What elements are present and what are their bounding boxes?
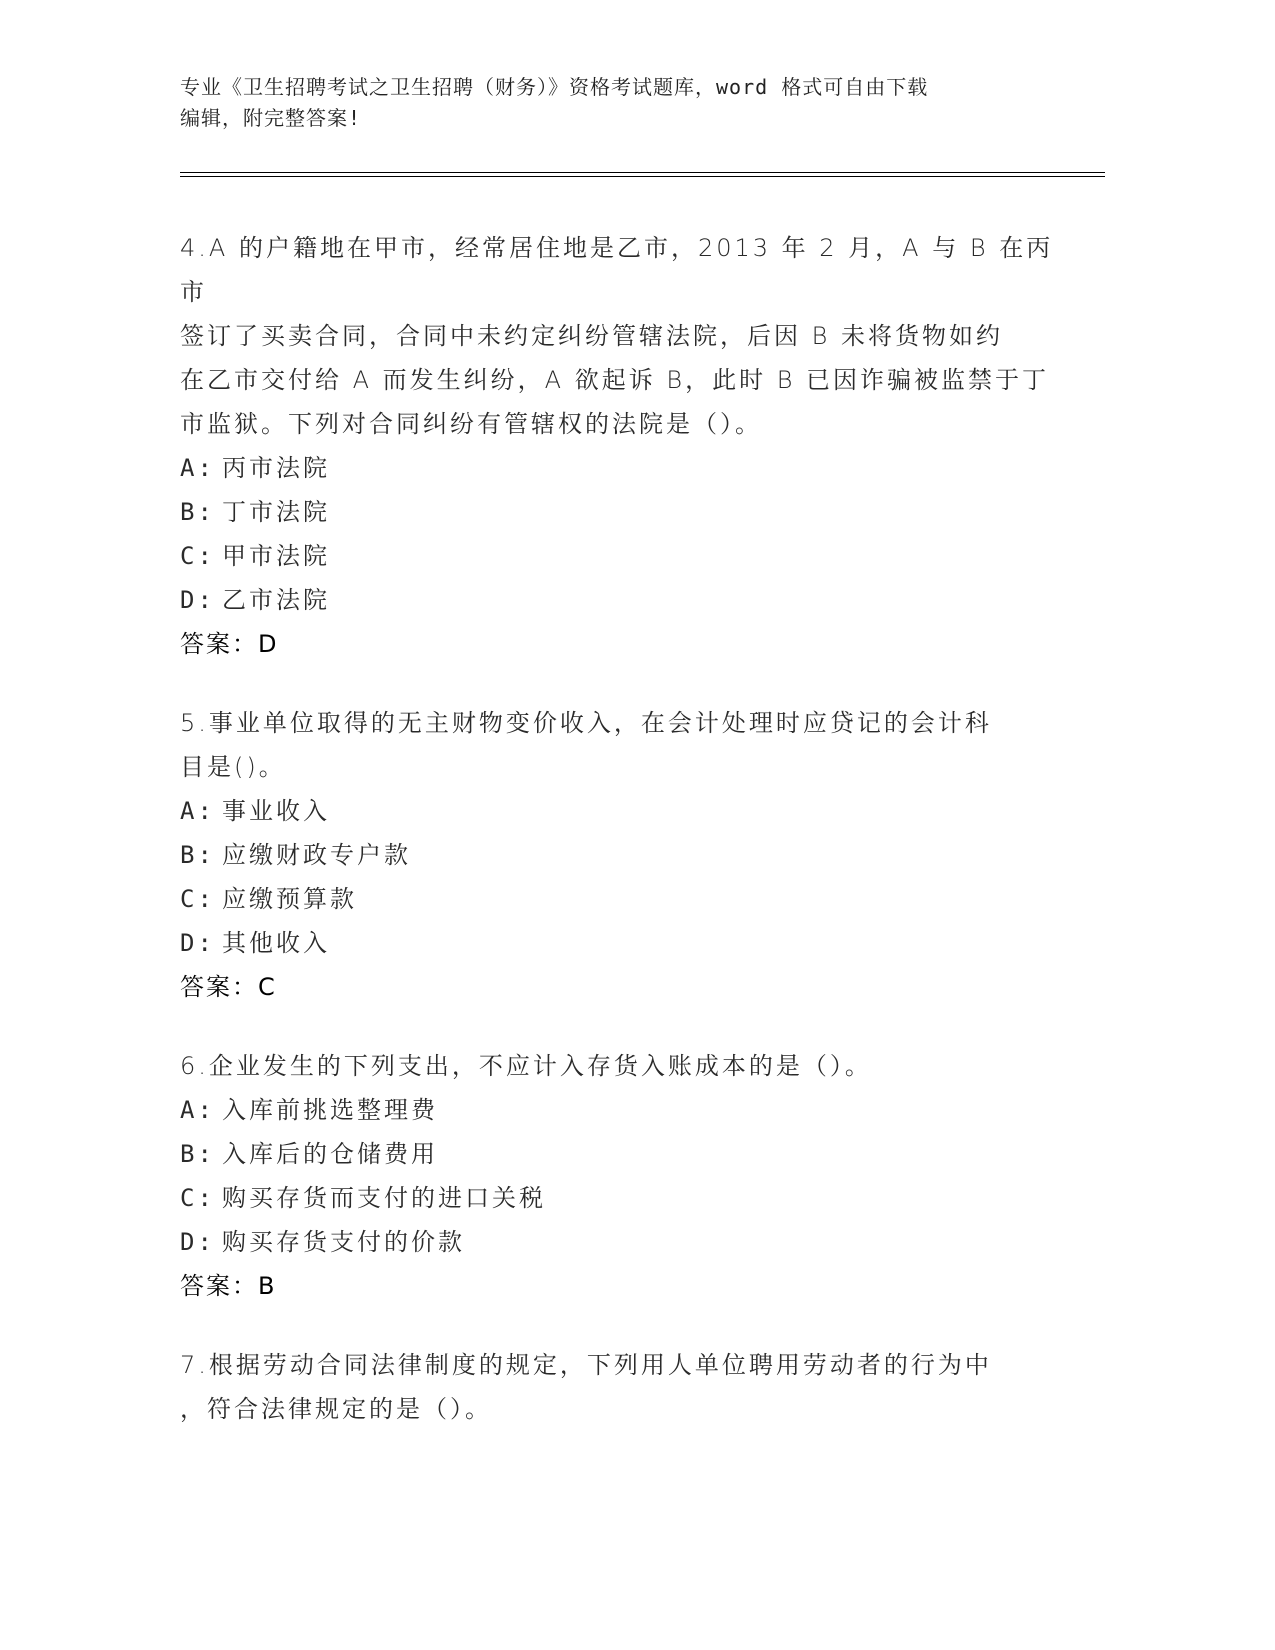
question-text — [180, 1044, 1060, 1088]
question-list — [180, 226, 1060, 1466]
option-text: 应缴预算款 — [222, 885, 357, 913]
option-text: 其他收入 — [222, 929, 330, 957]
question-line: 4.A 的户籍地在甲市，经常居住地是乙市，2013 年 2 月，A 与 B 在丙市 — [180, 234, 1054, 306]
option-text: 入库前挑选整理费 — [222, 1096, 438, 1124]
answer-value: C — [258, 973, 277, 1001]
answer — [180, 965, 1060, 1009]
option-letter: A: — [180, 797, 215, 825]
option-c — [180, 534, 1060, 578]
question-line: 市监狱。下列对合同纠纷有管辖权的法院是（）。 — [180, 410, 762, 438]
question-line: 目是()。 — [180, 753, 286, 781]
option-letter: B: — [180, 498, 215, 526]
question-5 — [180, 701, 1060, 1009]
option-a — [180, 789, 1060, 833]
option-text: 甲市法院 — [222, 542, 330, 570]
option-b — [180, 833, 1060, 877]
answer-label: 答案： — [180, 973, 258, 1001]
question-6 — [180, 1044, 1060, 1308]
answer-value: D — [258, 630, 279, 658]
answer — [180, 622, 1060, 666]
option-c — [180, 877, 1060, 921]
question-line: ，符合法律规定的是（）。 — [180, 1395, 492, 1423]
header-line-2: 编辑，附完整答案! — [180, 106, 362, 130]
option-letter: B: — [180, 1140, 215, 1168]
header-divider — [180, 172, 1105, 177]
question-text — [180, 701, 1060, 789]
question-line: 7.根据劳动合同法律制度的规定，下列用人单位聘用劳动者的行为中 — [180, 1351, 992, 1379]
option-letter: A: — [180, 1096, 215, 1124]
option-text: 丙市法院 — [222, 454, 330, 482]
answer — [180, 1264, 1060, 1308]
option-b — [180, 1132, 1060, 1176]
question-line: 6.企业发生的下列支出，不应计入存货入账成本的是（）。 — [180, 1052, 872, 1080]
header-line-1: 专业《卫生招聘考试之卫生招聘（财务）》资格考试题库，word 格式可自由下载 — [180, 75, 929, 99]
option-letter: D: — [180, 586, 215, 614]
option-d — [180, 1220, 1060, 1264]
question-line: 5.事业单位取得的无主财物变价收入，在会计处理时应贷记的会计科 — [180, 709, 992, 737]
question-7 — [180, 1343, 1060, 1431]
question-line: 签订了买卖合同，合同中未约定纠纷管辖法院，后因 B 未将货物如约 — [180, 322, 1003, 350]
option-b — [180, 490, 1060, 534]
option-d — [180, 578, 1060, 622]
answer-label: 答案： — [180, 630, 258, 658]
option-text: 购买存货而支付的进口关税 — [222, 1184, 546, 1212]
option-a — [180, 1088, 1060, 1132]
option-letter: C: — [180, 1184, 215, 1212]
option-d — [180, 921, 1060, 965]
question-text — [180, 1343, 1060, 1431]
question-line: 在乙市交付给 A 而发生纠纷，A 欲起诉 B，此时 B 已因诈骗被监禁于丁 — [180, 366, 1050, 394]
option-letter: C: — [180, 885, 215, 913]
option-text: 应缴财政专户款 — [222, 841, 411, 869]
answer-label: 答案： — [180, 1272, 258, 1300]
option-c — [180, 1176, 1060, 1220]
option-letter: D: — [180, 929, 215, 957]
question-text — [180, 226, 1060, 446]
question-4 — [180, 226, 1060, 666]
option-letter: B: — [180, 841, 215, 869]
option-text: 丁市法院 — [222, 498, 330, 526]
option-letter: C: — [180, 542, 215, 570]
option-text: 购买存货支付的价款 — [222, 1228, 465, 1256]
option-text: 入库后的仓储费用 — [222, 1140, 438, 1168]
document-header — [180, 72, 1060, 134]
option-letter: D: — [180, 1228, 215, 1256]
option-a — [180, 446, 1060, 490]
answer-value: B — [258, 1272, 277, 1300]
option-letter: A: — [180, 454, 215, 482]
option-text: 乙市法院 — [222, 586, 330, 614]
option-text: 事业收入 — [222, 797, 330, 825]
